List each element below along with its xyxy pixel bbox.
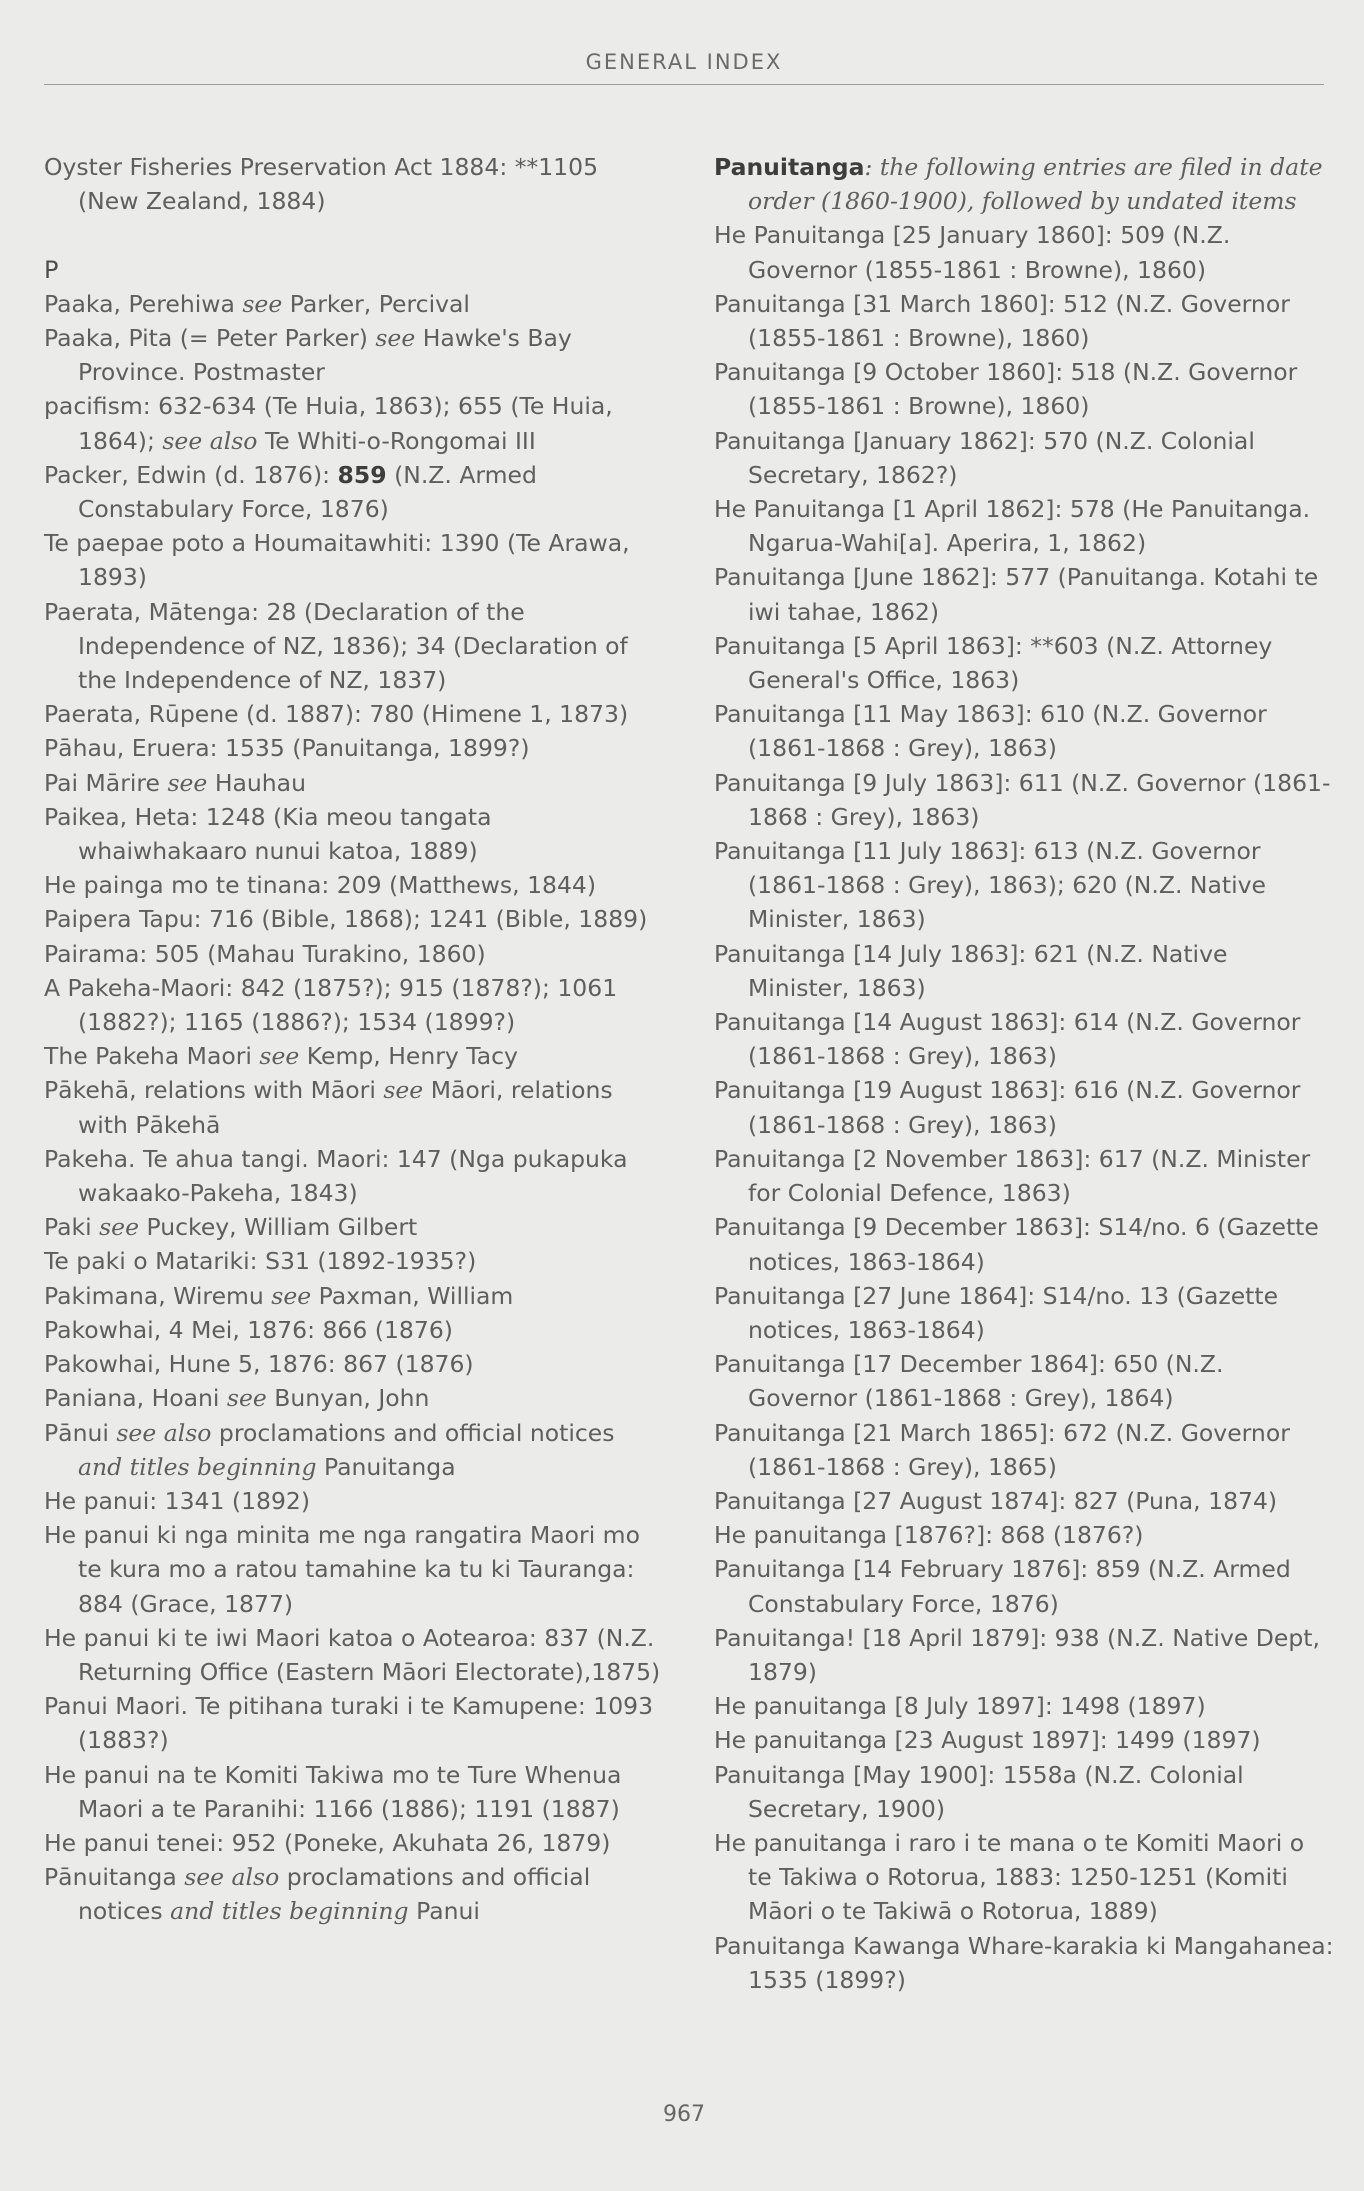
entry-part: Hauhau — [207, 768, 306, 797]
entry-part: Paaka, Perehiwa — [44, 289, 243, 318]
index-entry: Panuitanga [17 December 1864]: 650 (N.Z. Governor (1861-1868 : Grey), 1864) — [714, 1350, 1224, 1413]
entry-part: Bunyan, John — [266, 1384, 430, 1413]
index-entry: Panuitanga [11 July 1863]: 613 (N.Z. Governor (1861-1868 : Grey), 1863); 620 (N.Z. Native Minister, 1863) — [714, 837, 1266, 934]
index-entry: Panuitanga [14 February 1876]: 859 (N.Z. Armed Constabulary Force, 1876) — [714, 1555, 1291, 1618]
index-entry: Panuitanga [21 March 1865]: 672 (N.Z. Governor (1861-1868 : Grey), 1865) — [714, 1418, 1290, 1481]
entry-part: and titles beginning — [170, 1897, 409, 1926]
page-header: GENERAL INDEX — [585, 50, 783, 74]
right-column — [714, 150, 1334, 1997]
entry-part: pacifism: 632-634 (Te Huia, 1863); 655 (Te Huia, 1864); — [44, 392, 613, 455]
entry-part: Pakimana, Wiremu — [44, 1281, 272, 1310]
entry-part: Te paki o Matariki: S31 (1892-1935?) — [44, 1247, 477, 1276]
entry-part: Pāhau, Eruera: 1535 (Panuitanga, 1899?) — [44, 734, 530, 763]
right-entries-list — [714, 218, 1334, 1997]
index-entry — [44, 697, 664, 731]
entry-part: see — [383, 1076, 424, 1105]
index-entry: He Panuitanga [25 January 1860]: 509 (N.Z. Governor (1855-1861 : Browne), 1860) — [714, 221, 1231, 284]
index-entry — [44, 800, 664, 868]
entry-part: He panui ki nga minita me nga rangatira Maori mo te kura mo a ratou tamahine ka tu ki Tauranga: 884 (Grace, 1877) — [44, 1521, 640, 1618]
entry-part: The Pakeha Maori — [44, 1042, 260, 1071]
index-entry — [44, 1621, 664, 1689]
entry-part: Paniana, Hoani — [44, 1384, 227, 1413]
index-entry — [44, 1416, 664, 1484]
page-number: 967 — [663, 2102, 705, 2127]
index-entry — [44, 1758, 664, 1826]
heading-note: : the following entries are filed in date order (1860-1900), followed by undated items — [748, 153, 1323, 216]
entry-part: see also — [184, 1863, 280, 1892]
entry-part: Pairama: 505 (Mahau Turakino, 1860) — [44, 939, 486, 968]
index-entry — [44, 1484, 664, 1518]
index-entry — [44, 1518, 664, 1621]
index-entry — [44, 321, 664, 389]
index-entry — [44, 287, 664, 321]
index-entry-heading — [714, 150, 1334, 218]
entry-part: Puckey, William Gilbert — [139, 1213, 418, 1242]
index-entry — [44, 1860, 664, 1928]
entry-part: Pānui — [44, 1418, 117, 1447]
index-entry — [44, 766, 664, 800]
entry-part: Hawke's Bay Province. Postmaster — [78, 324, 572, 387]
index-entry: Panuitanga [9 December 1863]: S14/no. 6 (Gazette notices, 1863-1864) — [714, 1213, 1319, 1276]
entry-part: see — [242, 289, 283, 318]
entry-part: see also — [116, 1418, 212, 1447]
entry-part: Paki — [44, 1213, 100, 1242]
entry-part: Parker, Percival — [282, 289, 470, 318]
entry-part: Pākehā, relations with Māori — [44, 1076, 384, 1105]
index-entry — [44, 1244, 664, 1278]
index-entry — [44, 1039, 664, 1073]
index-entry — [44, 1689, 664, 1757]
entry-part: Panui Maori. Te pitihana turaki i te Kamupene: 1093 (1883?) — [44, 1692, 654, 1755]
entry-part: see — [375, 324, 416, 352]
entry-part: Paikea, Heta: 1248 (Kia meou tangata whaiwhakaaro nunui katoa, 1889) — [44, 802, 492, 866]
entry-part: Paerata, Rūpene (d. 1887): 780 (Himene 1, 1873) — [44, 700, 629, 729]
index-entry — [44, 458, 664, 526]
left-column — [44, 150, 664, 1929]
entry-part: Kemp, Henry Tacy — [299, 1042, 518, 1071]
index-entry — [44, 731, 664, 765]
left-entries-list — [44, 287, 664, 1929]
index-entry: Panuitanga [June 1862]: 577 (Panuitanga. Kotahi te iwi tahae, 1862) — [714, 563, 1319, 626]
entry-part: see — [226, 1384, 267, 1413]
index-entry: Panuitanga [2 November 1863]: 617 (N.Z. Minister for Colonial Defence, 1863) — [714, 1144, 1311, 1208]
index-entry — [44, 1210, 664, 1244]
index-entry — [44, 1142, 664, 1210]
index-entry: Panuitanga [14 August 1863]: 614 (N.Z. Governor (1861-1868 : Grey), 1863) — [714, 1008, 1301, 1071]
index-entry: Panuitanga [9 July 1863]: 611 (N.Z. Governor (1861-1868 : Grey), 1863) — [714, 768, 1331, 831]
entry-part: see — [271, 1281, 312, 1310]
entry-part: Panui — [408, 1897, 480, 1926]
index-entry: He panuitanga [23 August 1897]: 1499 (1897) — [714, 1726, 1261, 1755]
entry-part: Paaka, Pita (= Peter Parker) — [44, 324, 376, 352]
index-entry: He Panuitanga [1 April 1862]: 578 (He Panuitanga. Ngarua-Wahi[a]. Aperira, 1, 1862) — [714, 495, 1311, 558]
index-entry — [44, 1381, 664, 1415]
index-entry: Panuitanga [31 March 1860]: 512 (N.Z. Governor (1855-1861 : Browne), 1860) — [714, 289, 1290, 353]
index-entry — [44, 1313, 664, 1347]
entry-part: He panui: 1341 (1892) — [44, 1486, 311, 1515]
entry-part: Panuitanga — [316, 1452, 456, 1481]
entry-part: Pānuitanga — [44, 1863, 185, 1892]
heading-term: Panuitanga — [714, 153, 865, 181]
index-entry: Panuitanga [January 1862]: 570 (N.Z. Colonial Secretary, 1862?) — [714, 426, 1255, 489]
entry-part: Paxman, William — [311, 1281, 514, 1310]
entry-part: He panui ki te iwi Maori katoa o Aotearoa: 837 (N.Z. Returning Office (Eastern Māori Electorate),1875) — [44, 1623, 661, 1686]
index-entry: He panuitanga i raro i te mana o te Komiti Maori o te Takiwa o Rotorua, 1883: 1250-1251 (Komiti Māori o te Takiwā o Rotorua, 1889) — [714, 1828, 1305, 1926]
entry-part: see — [167, 768, 208, 797]
index-entry — [44, 868, 664, 902]
entry-part: and titles beginning — [78, 1452, 317, 1481]
index-entry — [44, 526, 664, 594]
section-letter: P — [44, 255, 59, 284]
entry-part: Paerata, Mātenga: 28 (Declaration of the Independence of NZ, 1836); 34 (Declaration of the Independence of NZ, 1837) — [44, 597, 628, 695]
entry-part: Māori, relations with Pākehā — [78, 1076, 613, 1139]
index-entry: Panuitanga [19 August 1863]: 616 (N.Z. Governor (1861-1868 : Grey), 1863) — [714, 1076, 1301, 1139]
index-entry — [44, 389, 664, 457]
entry-part: proclamations and official notices — [78, 1863, 591, 1926]
entry-part: Te paepae poto a Houmaitawhiti: 1390 (Te Arawa, 1893) — [44, 529, 630, 592]
entry-part: see also — [162, 426, 258, 455]
index-entry: He panuitanga [1876?]: 868 (1876?) — [714, 1521, 1144, 1550]
entry-part: A Pakeha-Maori: 842 (1875?); 915 (1878?); 1061 (1882?); 1165 (1886?); 1534 (1899?) — [44, 973, 618, 1037]
index-entry: Panuitanga [11 May 1863]: 610 (N.Z. Governor (1861-1868 : Grey), 1863) — [714, 700, 1267, 763]
entry-part: (N.Z. Armed Constabulary Force, 1876) — [78, 460, 537, 524]
index-entry — [44, 595, 664, 698]
entry-part: 859 — [337, 460, 387, 489]
entry-part: Pai Mārire — [44, 768, 168, 797]
index-entry: Panuitanga [9 October 1860]: 518 (N.Z. Governor (1855-1861 : Browne), 1860) — [714, 358, 1298, 421]
index-entry: Panuitanga Kawanga Whare-karakia ki Mangahanea: 1535 (1899?) — [714, 1931, 1334, 1994]
entry-part: Packer, Edwin (d. 1876): — [44, 460, 338, 489]
entry-part: Te Whiti-o-Rongomai III — [257, 426, 536, 455]
index-entry: He panuitanga [8 July 1897]: 1498 (1897) — [714, 1692, 1206, 1721]
entry-part: He painga mo te tinana: 209 (Matthews, 1844) — [44, 871, 597, 900]
index-entry: Panuitanga [5 April 1863]: **603 (N.Z. Attorney General's Office, 1863) — [714, 631, 1273, 695]
entry-part: He panui tenei: 952 (Poneke, Akuhata 26, 1879) — [44, 1828, 611, 1857]
index-entry — [44, 902, 664, 936]
index-entry: Oyster Fisheries Preservation Act 1884: **1105 (New Zealand, 1884) — [44, 153, 599, 216]
index-entry: Panuitanga! [18 April 1879]: 938 (N.Z. Native Dept, 1879) — [714, 1623, 1320, 1686]
entry-part: proclamations and official notices — [211, 1418, 615, 1447]
header-rule — [44, 84, 1324, 85]
entry-part: Pakeha. Te ahua tangi. Maori: 147 (Nga pukapuka wakaako-Pakeha, 1843) — [44, 1144, 628, 1208]
entry-part: Paipera Tapu: 716 (Bible, 1868); 1241 (Bible, 1889) — [44, 905, 648, 934]
index-entry: Panuitanga [27 August 1874]: 827 (Puna, 1874) — [714, 1486, 1278, 1515]
entry-part: see — [99, 1213, 139, 1242]
index-entry — [44, 937, 664, 971]
entry-part: see — [259, 1042, 300, 1071]
entry-part: Pakowhai, 4 Mei, 1876: 866 (1876) — [44, 1315, 453, 1344]
entry-part: He panui na te Komiti Takiwa mo te Ture Whenua Maori a te Paranihi: 1166 (1886); 1191 (1887) — [44, 1760, 622, 1823]
index-entry — [44, 1826, 664, 1860]
index-entry: Panuitanga [14 July 1863]: 621 (N.Z. Native Minister, 1863) — [714, 939, 1228, 1002]
index-entry: Panuitanga [May 1900]: 1558a (N.Z. Colonial Secretary, 1900) — [714, 1760, 1244, 1823]
index-entry — [44, 1073, 664, 1141]
index-entry — [44, 971, 664, 1039]
index-entry — [44, 1347, 664, 1381]
entry-part: Pakowhai, Hune 5, 1876: 867 (1876) — [44, 1350, 474, 1379]
index-entry — [44, 1279, 664, 1313]
index-entry: Panuitanga [27 June 1864]: S14/no. 13 (Gazette notices, 1863-1864) — [714, 1281, 1279, 1344]
